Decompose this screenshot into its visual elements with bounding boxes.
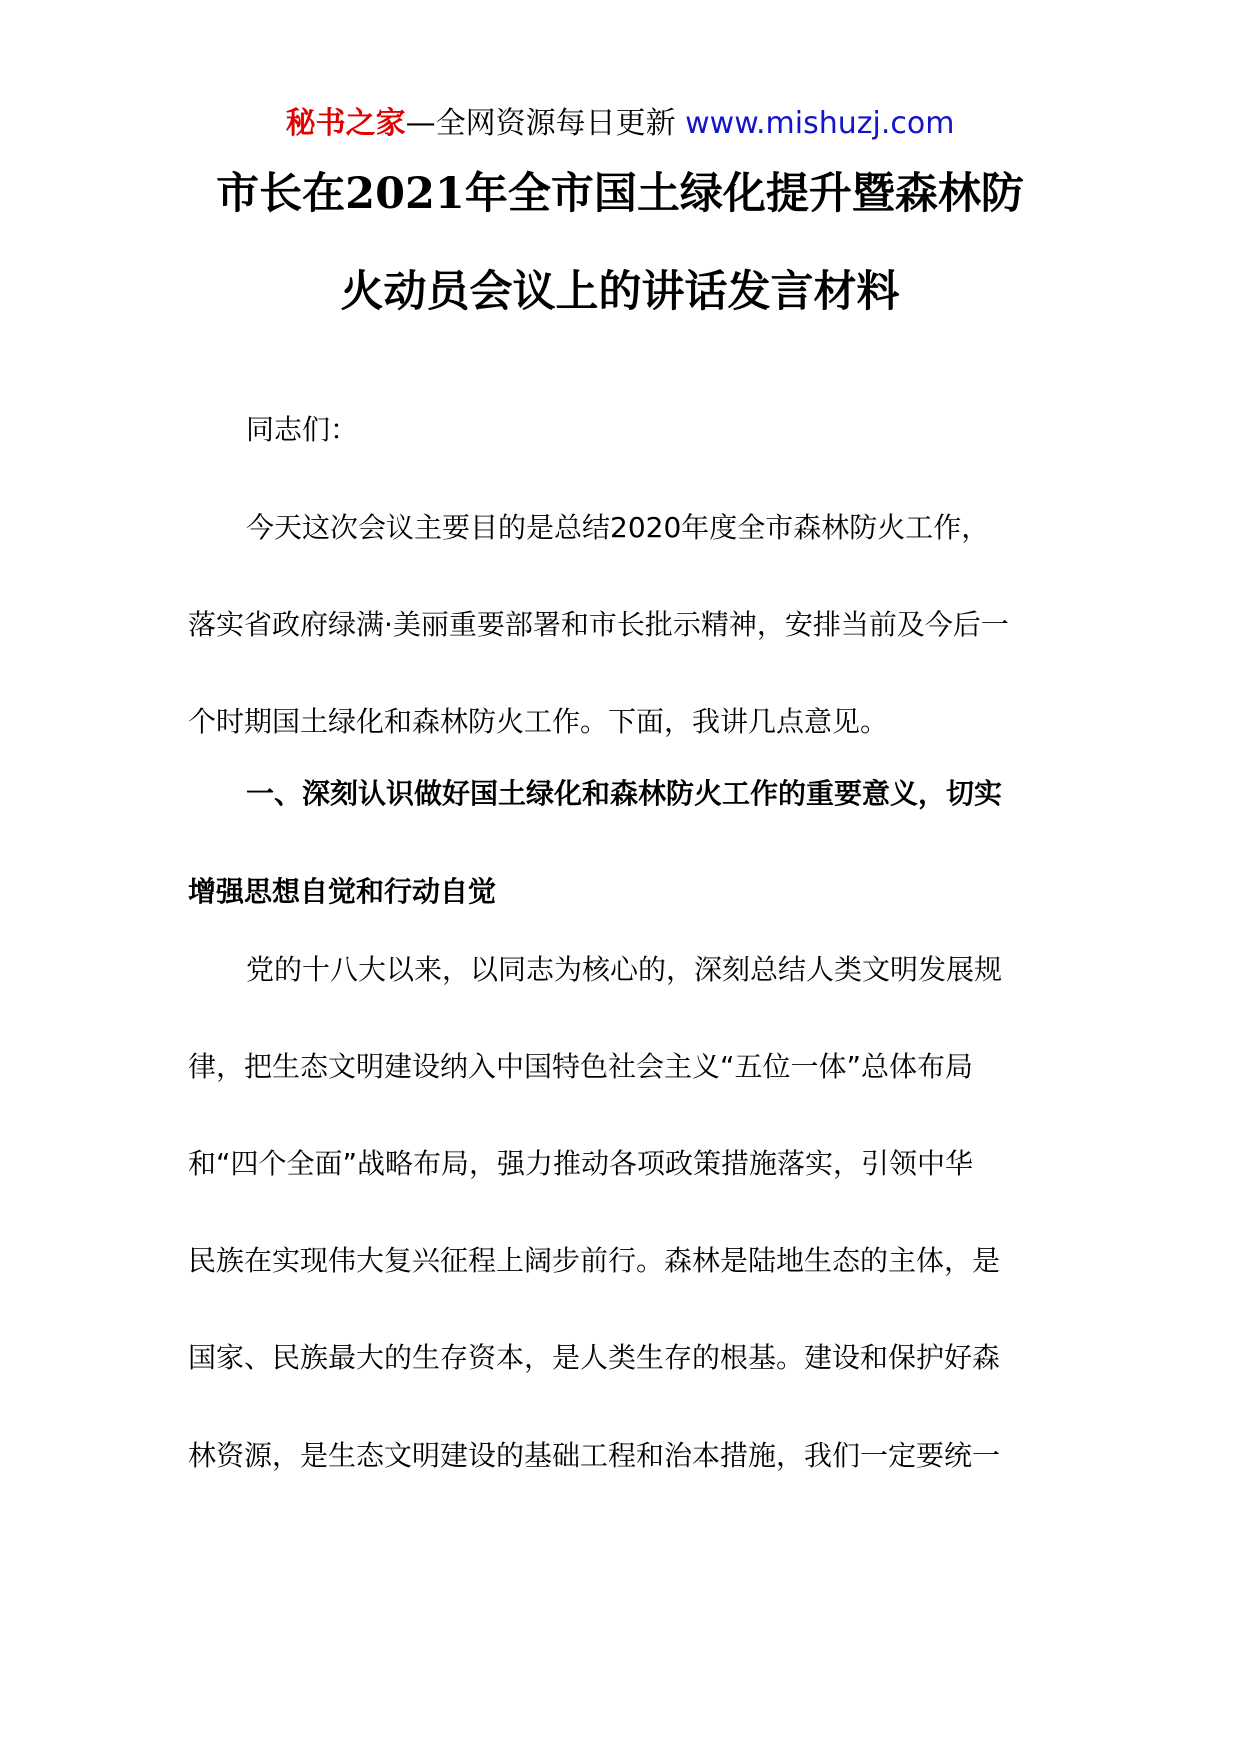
paragraph-line: 林资源，是生态文明建设的基础工程和治本措施，我们一定要统一	[188, 1439, 1001, 1472]
salutation: 同志们：	[246, 413, 359, 446]
paragraph-line: 党的十八大以来，以同志为核心的，深刻总结人类文明发展规	[246, 953, 1003, 986]
paragraph-line: 个时期国土绿化和森林防火工作。下面，我讲几点意见。	[188, 705, 889, 738]
section-heading-line: 一、深刻认识做好国土绿化和森林防火工作的重要意义，切实	[246, 777, 1003, 810]
paragraph-line: 今天这次会议主要目的是总结2020年度全市森林防火工作，	[246, 511, 990, 544]
site-url[interactable]: www.mishuzj.com	[685, 106, 955, 141]
section-heading-line: 增强思想自觉和行动自觉	[188, 875, 497, 908]
document-title-line-2: 火动员会议上的讲话发言材料	[340, 267, 900, 317]
paragraph-line: 律，把生态文明建设纳入中国特色社会主义“五位一体”总体布局	[188, 1050, 974, 1083]
document-title-line-1: 市长在2021年全市国土绿化提升暨森林防	[216, 169, 1024, 219]
paragraph-line: 落实省政府绿满·美丽重要部署和市长批示精神，安排当前及今后一	[188, 608, 1009, 641]
site-header	[0, 100, 1240, 148]
paragraph-line: 国家、民族最大的生存资本，是人类生存的根基。建设和保护好森	[188, 1341, 1001, 1374]
brand-name: 秘书之家	[285, 106, 406, 141]
paragraph-line: 和“四个全面”战略布局，强力推动各项政策措施落实，引领中华	[188, 1147, 974, 1180]
paragraph-line: 民族在实现伟大复兴征程上阔步前行。森林是陆地生态的主体，是	[188, 1244, 1001, 1277]
header-tagline: —全网资源每日更新	[405, 106, 676, 141]
